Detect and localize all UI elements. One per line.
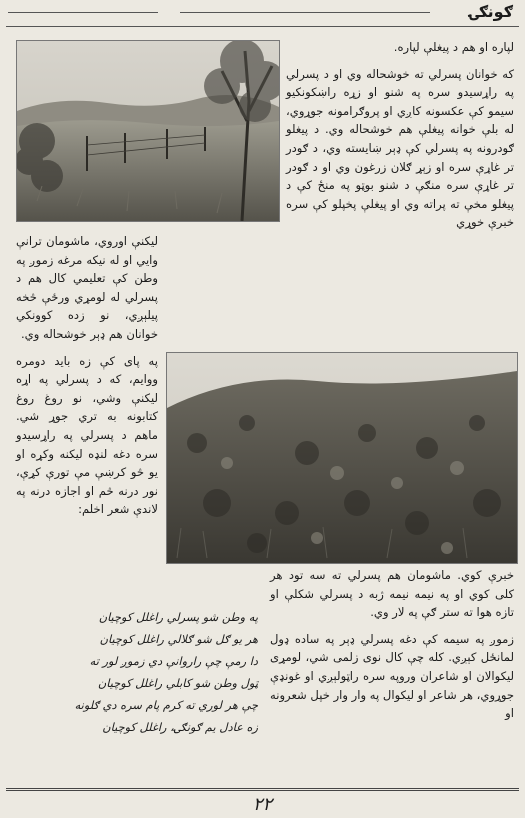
poem-line: هر يو ګل شو ګلالي راغلل کوچيان — [99, 632, 258, 646]
paragraph: لپاره او هم د پيغلې لپاره. — [393, 40, 514, 54]
header-rule-long — [180, 12, 430, 13]
poem-line: په وطن شو پسرلي راغلل کوچيان — [98, 610, 258, 624]
header-divider — [6, 26, 519, 27]
photo-hillside-field — [166, 352, 518, 564]
paragraph: زموږ په سيمه کې دغه پسرلي ډېر په ساده ډول لمانځل کېږي. کله چې کال نوی زلمی شي، لومړی ليکوالان او شاعران وروپه سره راټولېږي او غونډې جوړوي، هر شاعر او ليکوال په وار وار خپل شعرونه او — [270, 631, 514, 721]
meadow-fence-image — [17, 41, 279, 221]
hillside-field-image — [167, 353, 517, 563]
footer-divider — [6, 788, 519, 791]
paragraph: خبرې کوي. ماشومان هم پسرلي ته سه تود هر کلی کوي او په نيمه نيمه ژبه د پسرلي شکلې او تازه هوا ته ستر ګې په لار وي. — [270, 568, 514, 620]
text-column-bottom-right — [270, 566, 514, 723]
header-rule-short — [8, 12, 158, 13]
paragraph: په پای کې زه بايد دومره ووايم، که د پسرلي په اړه ليکنې وشي، نو روغ روغ کتابونه به تري جوړ شي. ماهم د پسرلي په راړسيدو سره دغه لنډه ليکنه وکړه او يو څو کرښې مې تورې کړې، نور درنه څم او اجازه درنه په لاندې شعر اخلم: — [16, 353, 158, 517]
paragraph: ليکنې اوروي، ماشومان ترانې وايي او له نيکه مرغه زموږ په وطن کې تعليمي کال هم د پسرلي له لومړي ورځې څخه پيلېږي، نو زده کوونکي خوانان هم ډېر خوشحاله وي. — [16, 234, 158, 341]
poem-line: دا رمې چې راروانې دي زموږ لور ته — [89, 654, 258, 668]
poem-line: زه عادل يم ګونګۍ، راغلل کوچيان — [102, 720, 258, 734]
page-number: ۲۲ — [252, 794, 273, 815]
photo-meadow-fence — [16, 40, 280, 222]
text-column-top-right — [286, 38, 514, 232]
poem-line: ټول وطن شو کابلي راغلل کوچيان — [97, 676, 258, 690]
header-title: ګونګۍ — [469, 2, 513, 21]
poem — [16, 606, 258, 738]
text-column-mid-left — [16, 232, 158, 519]
poem-line: چې هر لوري ته کرم پام سره دي ګلونه — [74, 698, 258, 712]
paragraph: که خوانان پسرلي ته خوشحاله وي او د پسرلي په راړسيدو سره په شنو او زړه راښکونکيو سيمو کې عکسونه کاږي او پروګرامونه جوړوي، له بلې خوانه پيغلې هم خوشحاله وي. د پيغلو ګودرونه په پسرلي کې ډېر ښايسته وي، د ګودر تر غاړې سره او زېړ ګلان زرغون وي او د ګودر تر غاړې سره منګې د شنو بوټو په منځ کې د پيغلو مخې ته پراته وي او پيغلې پخپلو کې سره خبرې خوړي — [286, 66, 514, 230]
